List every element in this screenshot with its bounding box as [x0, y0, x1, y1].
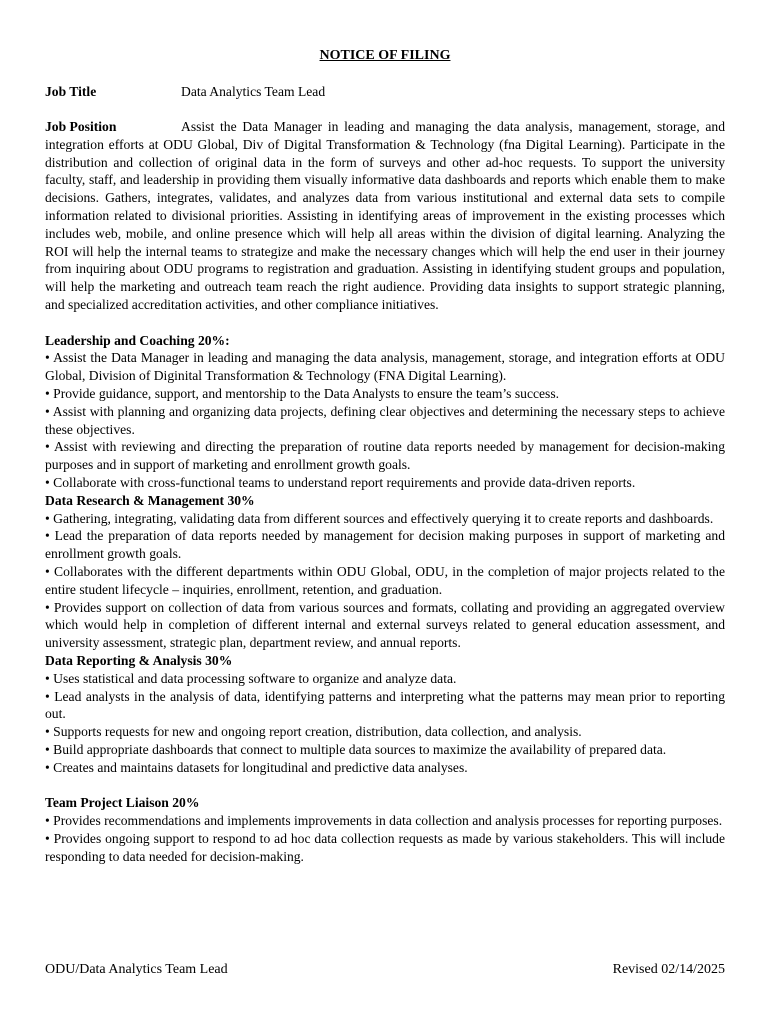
bullet-item: • Creates and maintains datasets for longitudinal and predictive data analyses.: [45, 759, 468, 775]
footer-left: ODU/Data Analytics Team Lead: [45, 962, 228, 977]
bullet-list: [45, 670, 725, 777]
job-position-text: Assist the Data Manager in leading and managing the data analysis, management, storage, and integration efforts at ODU Global, Div of Digital Transformation & Technology (fna Digital Learning). Participate in the distribution and collection of original data in the form of surveys and other ad-hoc requests. To support the university faculty, staff, and leadership in providing them visually informative data dashboards and reports which enable them to make decisions. Gathers, integrates, validates, and analyzes data from various institutional and external data sets to compile information related to divisional priorities. Assisting in identifying areas of improvement in the existing processes which includes web, mobile, and online presence which will help all areas within the division of digital learning. Analyzing the ROI will help the internal teams to strategize and make the necessary changes which will help the end user in their journey from inquiring about ODU programs to registration and graduation. Assisting in identifying student groups and population, will help the marketing and outreach team reach the right audience. Providing data insights to support strategic planning, and specialized accreditation activities, and other compliance initiatives.: [45, 119, 725, 312]
bullet-item: • Collaborate with cross-functional teams to understand report requirements and provide data-driven reports.: [45, 474, 636, 490]
section-heading: Leadership and Coaching 20%:: [45, 332, 230, 348]
bullet-item: • Gathering, integrating, validating data from different sources and effectively querying it to create reports and dashboards.: [45, 510, 714, 526]
document-page: [45, 46, 725, 865]
job-title-value: Data Analytics Team Lead: [181, 84, 326, 99]
bullet-item: • Uses statistical and data processing software to organize and analyze data.: [45, 670, 457, 686]
section-heading: Data Reporting & Analysis 30%: [45, 652, 233, 668]
job-title-label: Job Title: [45, 84, 97, 99]
bullet-item: • Provides ongoing support to respond to ad hoc data collection requests as made by various stakeholders. This will include responding to data needed for decision-making.: [45, 830, 725, 864]
bullet-list: [45, 510, 725, 652]
document-title: NOTICE OF FILING: [319, 48, 451, 63]
bullet-item: • Lead the preparation of data reports needed by management for decision making purposes in support of marketing and enrollment growth goals.: [45, 528, 725, 562]
section-heading: Data Research & Management 30%: [45, 492, 255, 508]
bullet-item: • Build appropriate dashboards that connect to multiple data sources to maximize the availability of prepared data.: [45, 741, 667, 757]
section-data-research: [45, 492, 725, 652]
bullet-item: • Provides support on collection of data from various sources and formats, collating and providing an aggregated overview which would help in completion of different internal and external surveys related to general education assessment, and university assessment, strategic plan, department review, and annual reports.: [45, 599, 725, 651]
bullet-item: • Provide guidance, support, and mentorship to the Data Analysts to ensure the team’s success.: [45, 385, 560, 401]
page-footer: [45, 960, 725, 980]
bullet-item: • Provides recommendations and implements improvements in data collection and analysis processes for reporting purposes.: [45, 813, 723, 829]
bullet-item: • Assist with planning and organizing data projects, defining clear objectives and determining the necessary steps to achieve these objectives.: [45, 403, 725, 437]
section-leadership: [45, 332, 725, 492]
bullet-item: • Assist with reviewing and directing the preparation of routine data reports needed by management for decision-making purposes and in support of marketing and enrollment growth goals.: [45, 439, 725, 473]
section-heading: Team Project Liaison 20%: [45, 795, 200, 811]
job-position-label: Job Position: [45, 119, 117, 134]
job-position-paragraph: [45, 118, 725, 314]
section-team-project: [45, 794, 725, 865]
bullet-item: • Supports requests for new and ongoing report creation, distribution, data collection, and analysis.: [45, 724, 582, 740]
section-data-reporting: [45, 652, 725, 777]
bullet-list: [45, 812, 725, 865]
bullet-item: • Assist the Data Manager in leading and managing the data analysis, management, storage, and integration efforts at ODU Global, Division of Diginital Transformation & Technology (FNA Digital Learning).: [45, 350, 725, 384]
footer-right: Revised 02/14/2025: [612, 962, 725, 977]
bullet-item: • Lead analysts in the analysis of data, identifying patterns and interpreting what the patterns may mean prior to reporting out.: [45, 688, 725, 722]
bullet-item: • Collaborates with the different departments within ODU Global, ODU, in the completion of major projects related to the entire student lifecycle – inquiries, enrollment, retention, and graduation.: [45, 563, 725, 597]
bullet-list: [45, 349, 725, 491]
job-title-row: [45, 82, 725, 102]
